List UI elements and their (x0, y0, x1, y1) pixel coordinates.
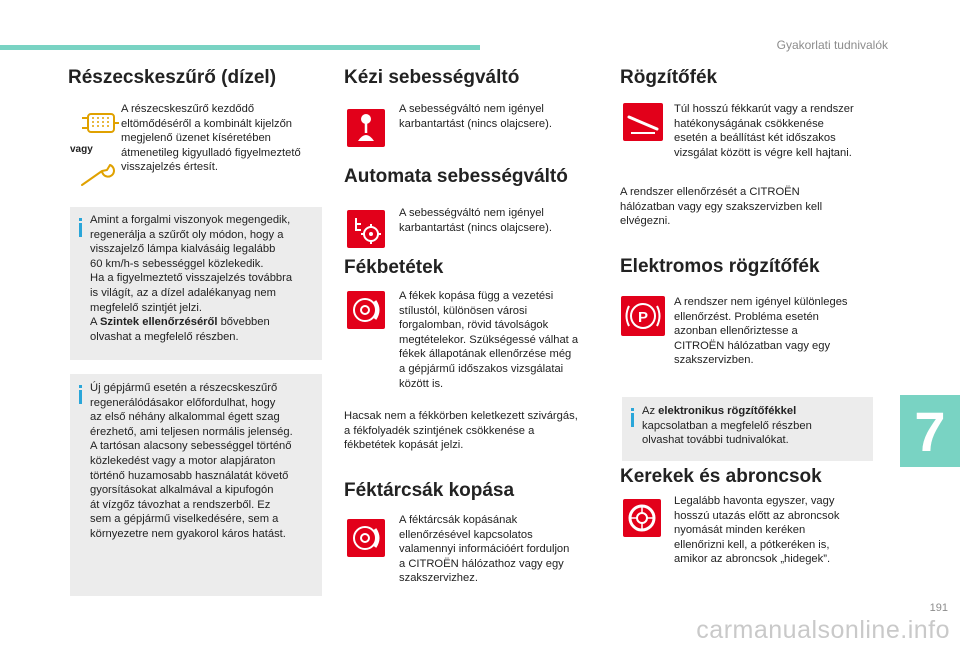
section-title: Gyakorlati tudnivalók (776, 38, 888, 52)
dpf-note-regeneration: Amint a forgalmi viszonyok megengedik, regenerálja a szűrőt oly módon, hogy a visszajelző lámpa kialvásáig legalább 60 km/h-s sebességgel közlekedik. Ha a figyelmeztető visszajelzés továbbra is világít, az a dízel adalékanyag nem megfelelő szintjét jelzi. A Szintek ellenőrzéséről bővebben olvashat a megfelelő részben. (70, 207, 322, 360)
brake-pads-title: Fékbetétek (344, 257, 444, 278)
watermark: carmanualsonline.info (696, 616, 950, 644)
info-icon (631, 408, 634, 411)
info-icon-bar (79, 223, 82, 237)
wheels-tyres-text: Legalább havonta egyszer, vagy hosszú utazás előtt az abroncsok nyomását minden keréken ellenőrizni kell, a pótkeréken is, amikor az abroncsok „hidegek”. (674, 495, 840, 566)
brake-disc-icon (347, 291, 385, 329)
parking-brake-title: Rögzítőfék (620, 67, 718, 88)
dpf-title: Részecskeszűrő (dízel) (68, 67, 277, 88)
info-icon (79, 218, 82, 221)
dpf-note-new-vehicle: Új gépjármű esetén a részecskeszűrő regenerálódásakor előfordulhat, hogy az első néhány alkalommal égett szag érezhető, ami teljesen normális jelenség. A tartósan alacsony sebességgel történő közlekedést vagy a motor alapjáraton történő huzamosabb használatát követő gyorsításokat alkalmával a kipufogón át vízgőz távozhat a rendszerből. Ez sem a gépjármű viselkedésére, sem a környezetre nem gyakorol káros hatást. (70, 374, 322, 596)
svg-text:P: P (637, 309, 649, 326)
brake-discs-title: Féktárcsák kopása (344, 480, 515, 501)
info-icon (79, 385, 82, 388)
gear-lever-icon (347, 109, 385, 147)
brake-fluid-text: Hacsak nem a fékkörben keletkezett szivárgás, a fékfolyadék szintjének csökkenése a fékbetétek kopását jelzi. (344, 410, 578, 452)
brake-disc-wear-icon (347, 519, 385, 557)
automatic-gearbox-icon (347, 210, 385, 248)
parking-brake-check-text: A rendszer ellenőrzését a CITROËN hálózatban vagy egy szakszervizben kell elvégezni. (620, 186, 823, 228)
levels-check-reference: Szintek ellenőrzéséről (99, 316, 218, 329)
parking-brake-text: Túl hosszú fékkarút vagy a rendszer hatékonyságának csökkenése esetén a beállítást két időszakos vizsgálat között is végre kell hajtani. (674, 103, 854, 159)
header-accent-bar (0, 45, 480, 50)
tyre-icon (623, 499, 661, 537)
page-number: 191 (929, 602, 948, 614)
info-icon-bar (79, 390, 82, 404)
electric-parking-brake-icon (621, 296, 665, 336)
brake-pads-text: A fékek kopása függ a vezetési stílustól, különösen városi forgalomban, rövid távolságok megtételekor. Szükségessé válhat a fékek állapotának ellenőrzése még a gépjármű időszakos vizsgálatai között is. (399, 290, 579, 390)
electric-parking-brake-title: Elektromos rögzítőfék (620, 256, 820, 277)
brake-discs-text: A féktárcsák kopásának ellenőrzésével kapcsolatos valamennyi információért forduljon a CITROËN hálózathoz vagy egy szakszervizhez. (399, 514, 570, 585)
electric-parking-brake-text: A rendszer nem igényel különleges ellenőrzést. Probléma esetén azonban ellenőriztesse a CITROËN hálózatban vagy egy szakszervizben. (674, 296, 848, 367)
particle-filter-icon (80, 108, 120, 138)
parking-brake-lever-icon (623, 103, 663, 141)
info-icon-bar (631, 413, 634, 427)
epb-note: Az elektronikus rögzítőfékkel kapcsolatban a megfelelő részben olvashat további tudnivalókat. (622, 397, 873, 461)
epb-reference: elektronikus rögzítőfékkel (658, 405, 797, 417)
manual-gearbox-title: Kézi sebességváltó (344, 67, 520, 88)
automatic-gearbox-title: Automata sebességváltó (344, 166, 568, 187)
automatic-gearbox-text: A sebességváltó nem igényel karbantartást (nincs olajcsere). (399, 207, 552, 234)
or-label: vagy (70, 144, 93, 155)
service-wrench-icon (78, 163, 118, 189)
dpf-intro: A részecskeszűrő kezdődő eltömődéséről a kombinált kijelzőn megjelenő üzenet kíséretében átmenetileg kigyulladó figyelmeztető visszajelzés értesít. (121, 103, 301, 174)
chapter-tab: 7 (900, 395, 960, 467)
manual-gearbox-text: A sebességváltó nem igényel karbantartást (nincs olajcsere). (399, 103, 552, 130)
wheels-tyres-title: Kerekek és abroncsok (620, 466, 822, 487)
